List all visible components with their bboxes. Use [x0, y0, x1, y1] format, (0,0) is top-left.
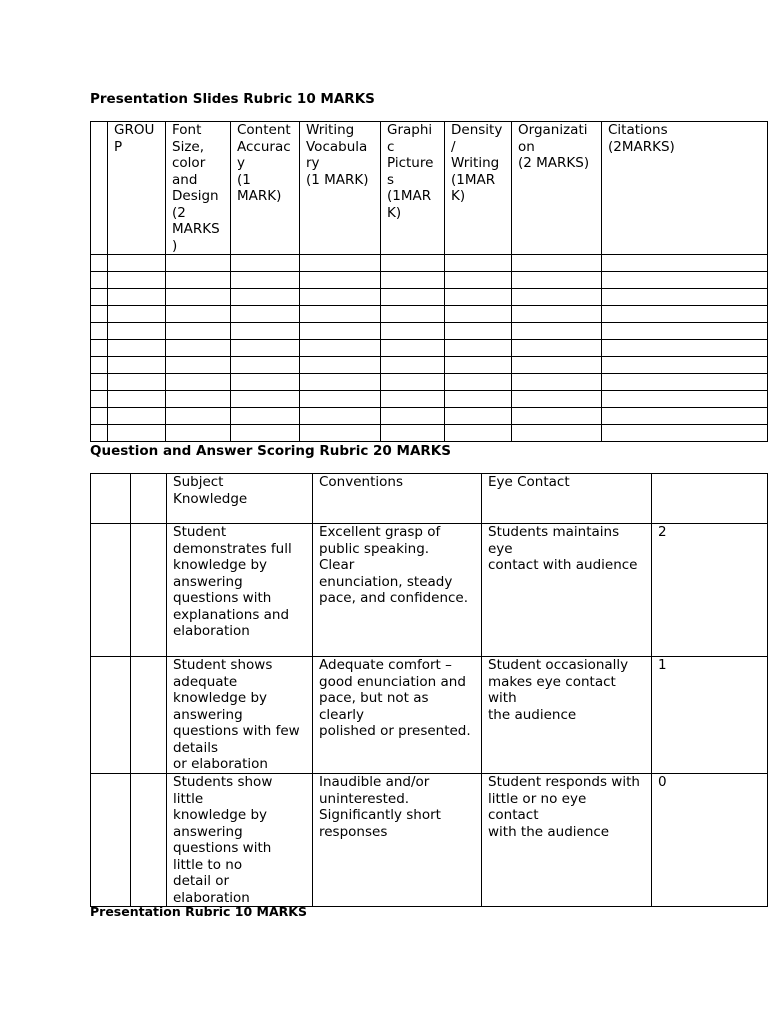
table-cell: [91, 255, 108, 272]
table-cell: [445, 255, 512, 272]
table-cell: [445, 408, 512, 425]
header-cell: [512, 122, 602, 255]
table-cell: [231, 374, 300, 391]
table-cell: [445, 272, 512, 289]
table-cell: [231, 391, 300, 408]
table-cell: [602, 391, 768, 408]
cell-text: Student shows adequate knowledge by answering questions with few details or elaboration: [173, 657, 300, 772]
table-cell: [445, 425, 512, 442]
table-cell: [313, 474, 482, 524]
cell-text: Eye Contact: [488, 474, 570, 490]
table-cell: [381, 357, 445, 374]
table-cell: [381, 255, 445, 272]
table-cell: [131, 524, 167, 657]
table-cell: [300, 408, 381, 425]
header-cell-text: GROU P: [114, 122, 155, 155]
table-cell: [652, 774, 768, 907]
table-cell: [231, 425, 300, 442]
table-cell: [300, 323, 381, 340]
header-cell: [91, 122, 108, 255]
table-cell: [166, 425, 231, 442]
table-cell: [91, 391, 108, 408]
table-cell: [512, 391, 602, 408]
table-cell: [381, 323, 445, 340]
table-cell: [166, 289, 231, 306]
table-cell: [445, 340, 512, 357]
table-cell: [602, 425, 768, 442]
table-cell: [445, 323, 512, 340]
table-cell: [381, 408, 445, 425]
table-row: [91, 374, 768, 391]
table-cell: [602, 357, 768, 374]
cell-text: Inaudible and/or uninterested. Significantly short responses: [319, 774, 441, 840]
table-cell: [231, 323, 300, 340]
score-value: 1: [658, 657, 667, 673]
table-cell: [91, 357, 108, 374]
table-cell: [602, 323, 768, 340]
table-row: [91, 391, 768, 408]
table-cell: [167, 657, 313, 774]
table-cell: [231, 255, 300, 272]
cell-text: Students show little knowledge by answering questions with little to no detail or elaboration: [173, 774, 273, 906]
table-cell: [91, 272, 108, 289]
table-row: [91, 774, 768, 907]
table-header-row: [91, 474, 768, 524]
header-cell: [445, 122, 512, 255]
table-cell: [91, 408, 108, 425]
table-cell: [166, 272, 231, 289]
table-cell: [131, 474, 167, 524]
table-row: [91, 306, 768, 323]
cell-text: Excellent grasp of public speaking. Clear enunciation, steady pace, and confidence.: [319, 524, 469, 606]
table-row: [91, 425, 768, 442]
table-cell: [512, 272, 602, 289]
table-row: [91, 255, 768, 272]
table-cell: [166, 374, 231, 391]
table-cell: [108, 425, 166, 442]
table-cell: [300, 306, 381, 323]
header-cell: [381, 122, 445, 255]
table-row: [91, 272, 768, 289]
cell-text: Student occasionally makes eye contact with the audience: [488, 657, 629, 723]
score-value: 0: [658, 774, 667, 790]
table-row: [91, 657, 768, 774]
table-row: [91, 524, 768, 657]
table-cell: [231, 306, 300, 323]
table-cell: [512, 340, 602, 357]
header-cell: [602, 122, 768, 255]
table-cell: [91, 774, 131, 907]
table-cell: [512, 408, 602, 425]
table-cell: [166, 391, 231, 408]
table-cell: [512, 306, 602, 323]
presentation-rubric-title: Presentation Rubric 10 MARKS: [90, 904, 307, 919]
table-cell: [300, 340, 381, 357]
table-cell: [381, 425, 445, 442]
table-cell: [445, 391, 512, 408]
table-cell: [91, 474, 131, 524]
table-cell: [108, 408, 166, 425]
table-cell: [482, 774, 652, 907]
cell-text: Conventions: [319, 474, 403, 490]
table-cell: [108, 255, 166, 272]
table-cell: [482, 524, 652, 657]
table-cell: [313, 774, 482, 907]
slides-rubric-table: [90, 121, 768, 442]
header-cell-text: Citations (2MARKS): [608, 122, 675, 155]
header-cell-text: Graphi c Picture s (1MAR K): [387, 122, 434, 221]
table-cell: [166, 306, 231, 323]
header-cell-text: Font Size, color and Design (2 MARKS ): [172, 122, 220, 254]
header-cell-text: Content Accurac y (1 MARK): [237, 122, 291, 204]
table-cell: [108, 323, 166, 340]
table-cell: [231, 340, 300, 357]
cell-text: Adequate comfort – good enunciation and pace, but not as clearly polished or presented.: [319, 657, 471, 739]
table-cell: [91, 306, 108, 323]
cell-text: Student responds with little or no eye contact with the audience: [488, 774, 640, 840]
table-cell: [602, 255, 768, 272]
table-cell: [108, 306, 166, 323]
table-cell: [300, 255, 381, 272]
qa-rubric-title: Question and Answer Scoring Rubric 20 MARKS: [90, 443, 451, 459]
table-cell: [445, 374, 512, 391]
table-cell: [91, 289, 108, 306]
table-row: [91, 340, 768, 357]
table-cell: [91, 340, 108, 357]
table-cell: [166, 357, 231, 374]
table-header-row: [91, 122, 768, 255]
table-row: [91, 323, 768, 340]
table-cell: [602, 306, 768, 323]
table-cell: [445, 357, 512, 374]
table-cell: [381, 340, 445, 357]
table-cell: [108, 391, 166, 408]
table-cell: [512, 425, 602, 442]
table-cell: [167, 774, 313, 907]
table-cell: [166, 340, 231, 357]
table-cell: [512, 357, 602, 374]
table-cell: [91, 374, 108, 391]
table-cell: [231, 272, 300, 289]
table-cell: [131, 657, 167, 774]
table-cell: [652, 474, 768, 524]
table-cell: [91, 425, 108, 442]
table-cell: [381, 374, 445, 391]
cell-text: Student demonstrates full knowledge by answering questions with explanations and elaboration: [173, 524, 292, 639]
cell-text: Students maintains eye contact with audience: [488, 524, 638, 573]
header-cell-text: Density / Writing (1MAR K): [451, 122, 503, 204]
header-cell-text: Writing Vocabula ry (1 MARK): [306, 122, 369, 188]
table-cell: [602, 289, 768, 306]
table-cell: [231, 408, 300, 425]
table-cell: [313, 657, 482, 774]
table-cell: [300, 289, 381, 306]
table-cell: [512, 323, 602, 340]
table-cell: [652, 524, 768, 657]
table-cell: [445, 289, 512, 306]
table-cell: [602, 272, 768, 289]
table-cell: [652, 657, 768, 774]
table-cell: [167, 524, 313, 657]
score-value: 2: [658, 524, 667, 540]
table-cell: [91, 323, 108, 340]
table-cell: [381, 289, 445, 306]
table-cell: [381, 306, 445, 323]
table-cell: [108, 272, 166, 289]
header-cell: [108, 122, 166, 255]
table-cell: [512, 374, 602, 391]
header-cell-text: Organizati on (2 MARKS): [518, 122, 590, 171]
table-cell: [166, 255, 231, 272]
table-cell: [166, 323, 231, 340]
table-cell: [381, 391, 445, 408]
table-cell: [512, 289, 602, 306]
table-cell: [231, 357, 300, 374]
table-cell: [300, 391, 381, 408]
table-cell: [512, 255, 602, 272]
table-cell: [167, 474, 313, 524]
table-cell: [602, 374, 768, 391]
table-row: [91, 357, 768, 374]
header-cell: [166, 122, 231, 255]
header-cell: [300, 122, 381, 255]
table-cell: [231, 289, 300, 306]
table-cell: [602, 340, 768, 357]
table-cell: [166, 408, 231, 425]
table-cell: [300, 374, 381, 391]
table-cell: [482, 474, 652, 524]
table-cell: [482, 657, 652, 774]
table-cell: [445, 306, 512, 323]
table-cell: [91, 524, 131, 657]
table-cell: [313, 524, 482, 657]
table-cell: [108, 289, 166, 306]
table-cell: [108, 357, 166, 374]
table-row: [91, 408, 768, 425]
table-cell: [108, 374, 166, 391]
table-cell: [300, 357, 381, 374]
qa-rubric-table: [90, 473, 768, 907]
table-cell: [300, 272, 381, 289]
table-cell: [91, 657, 131, 774]
table-cell: [131, 774, 167, 907]
table-cell: [381, 272, 445, 289]
slides-rubric-title: Presentation Slides Rubric 10 MARKS: [90, 91, 375, 107]
table-cell: [108, 340, 166, 357]
table-cell: [300, 425, 381, 442]
header-cell: [231, 122, 300, 255]
table-cell: [602, 408, 768, 425]
cell-text: Subject Knowledge: [173, 474, 248, 507]
table-row: [91, 289, 768, 306]
